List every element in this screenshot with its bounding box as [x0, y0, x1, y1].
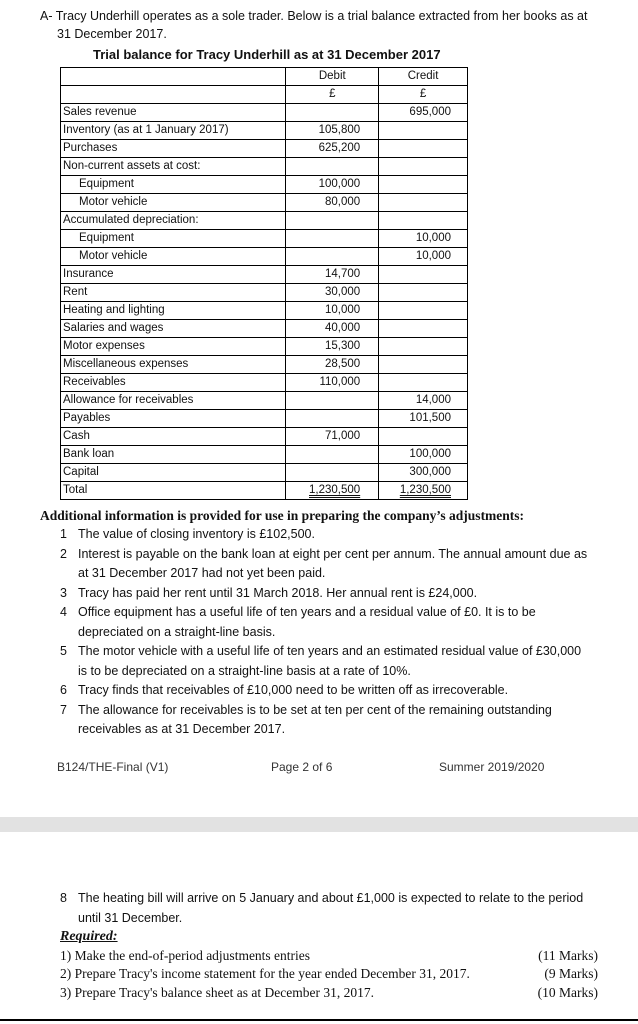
row-label: Insurance — [61, 266, 286, 284]
additional-info-heading: Additional information is provided for use in preparing the company’s adjustments: — [40, 508, 525, 523]
credit-cell — [379, 158, 468, 176]
row-label: Motor vehicle — [61, 248, 286, 266]
row-label: Miscellaneous expenses — [61, 356, 286, 374]
note-number: 3 — [60, 585, 67, 600]
intro-text — [40, 7, 620, 43]
credit-cell: 10,000 — [379, 248, 468, 266]
row-label: Purchases — [61, 140, 286, 158]
debit-cell — [286, 104, 379, 122]
row-label: Heating and lighting — [61, 302, 286, 320]
row-label: Equipment — [61, 230, 286, 248]
note-number: 5 — [60, 644, 67, 658]
task-marks: (10 Marks) — [537, 985, 598, 1000]
list-item — [57, 681, 592, 701]
note-text: The motor vehicle with a useful life of ten years and an estimated residual value of £30,000 is to be depreciated on a straight-line basis at a rate of 10%. — [78, 644, 582, 678]
row-label: Motor expenses — [61, 338, 286, 356]
debit-cell — [286, 158, 379, 176]
table-row — [61, 356, 468, 374]
table-row — [61, 284, 468, 302]
table-row — [61, 104, 468, 122]
required-heading: Required: — [60, 929, 118, 944]
note-number: 1 — [60, 527, 67, 541]
credit-unit: £ — [379, 86, 468, 104]
debit-cell — [286, 212, 379, 230]
row-label: Bank loan — [61, 446, 286, 464]
total-credit: 1,230,500 — [399, 484, 451, 496]
credit-cell: 101,500 — [379, 410, 468, 428]
table-row — [61, 158, 468, 176]
trial-balance-table — [60, 67, 468, 500]
note-text: The value of closing inventory is £102,500. — [78, 527, 315, 541]
note-text: Interest is payable on the bank loan at eight per cent per annum. The annual amount due as at 31 December 2017 had not yet been paid. — [78, 546, 588, 580]
debit-cell — [286, 464, 379, 482]
table-row — [61, 446, 468, 464]
table-row — [61, 194, 468, 212]
debit-cell — [286, 230, 379, 248]
debit-cell: 15,300 — [286, 338, 379, 356]
list-item — [57, 642, 592, 681]
credit-cell — [379, 428, 468, 446]
table-row — [61, 410, 468, 428]
note-text: The allowance for receivables is to be set at ten per cent of the remaining outstanding receivables as at 31 December 2017. — [78, 702, 552, 736]
debit-cell: 105,800 — [286, 122, 379, 140]
note-number: 4 — [60, 605, 67, 619]
credit-cell — [379, 302, 468, 320]
credit-cell — [379, 284, 468, 302]
table-row — [61, 464, 468, 482]
row-label: Non-current assets at cost: — [61, 158, 286, 176]
credit-cell — [379, 176, 468, 194]
list-item — [57, 889, 592, 928]
footer-page-number: Page 2 of 6 — [271, 760, 333, 774]
trial-balance-title: Trial balance for Tracy Underhill as at 31 December 2017 — [93, 47, 441, 62]
row-label: Allowance for receivables — [61, 392, 286, 410]
table-total-row — [61, 482, 468, 500]
list-item — [57, 603, 592, 642]
table-row — [61, 176, 468, 194]
task-marks: (11 Marks) — [538, 948, 598, 963]
credit-cell — [379, 212, 468, 230]
intro-line-1: A- Tracy Underhill operates as a sole trader. Below is a trial balance extracted from her books as at — [40, 9, 588, 23]
debit-cell: 40,000 — [286, 320, 379, 338]
row-label: Receivables — [61, 374, 286, 392]
credit-cell: 14,000 — [379, 392, 468, 410]
note-text: Tracy finds that receivables of £10,000 need to be written off as irrecoverable. — [78, 683, 509, 697]
credit-cell: 300,000 — [379, 464, 468, 482]
note-text: The heating bill will arrive on 5 January and about £1,000 is expected to relate to the period until 31 December. — [78, 891, 584, 925]
note-number: 2 — [60, 546, 67, 561]
debit-cell: 110,000 — [286, 374, 379, 392]
row-label: Equipment — [61, 176, 286, 194]
list-item — [57, 584, 592, 604]
credit-cell — [379, 140, 468, 158]
debit-header: Debit — [286, 68, 379, 86]
row-label: Cash — [61, 428, 286, 446]
list-item — [57, 545, 592, 584]
credit-cell — [379, 338, 468, 356]
bottom-divider — [0, 1019, 638, 1021]
required-task — [60, 966, 598, 982]
debit-cell — [286, 446, 379, 464]
required-task — [60, 985, 598, 1001]
debit-cell — [286, 248, 379, 266]
task-text: 1) Make the end-of-period adjustments entries — [60, 948, 311, 963]
total-debit: 1,230,500 — [309, 484, 361, 496]
debit-cell: 71,000 — [286, 428, 379, 446]
table-row — [61, 428, 468, 446]
row-label: Payables — [61, 410, 286, 428]
debit-cell: 28,500 — [286, 356, 379, 374]
debit-cell: 80,000 — [286, 194, 379, 212]
credit-cell — [379, 194, 468, 212]
credit-cell — [379, 266, 468, 284]
table-row — [61, 266, 468, 284]
debit-cell: 100,000 — [286, 176, 379, 194]
page-break-band — [0, 817, 638, 832]
credit-cell — [379, 320, 468, 338]
credit-cell — [379, 374, 468, 392]
note-number: 7 — [60, 702, 67, 717]
table-row — [61, 320, 468, 338]
credit-cell — [379, 122, 468, 140]
table-row — [61, 230, 468, 248]
intro-line-2: 31 December 2017. — [57, 27, 167, 41]
adjustment-notes-list — [57, 525, 592, 740]
task-marks: (9 Marks) — [544, 966, 598, 981]
row-label: Rent — [61, 284, 286, 302]
note-number: 6 — [60, 683, 67, 697]
row-label: Salaries and wages — [61, 320, 286, 338]
row-label: Sales revenue — [61, 104, 286, 122]
row-label: Accumulated depreciation: — [61, 212, 286, 230]
task-text: 2) Prepare Tracy's income statement for the year ended December 31, 2017. — [60, 966, 470, 981]
adjustment-notes-list-continued — [57, 889, 592, 928]
footer-course-code: B124/THE-Final (V1) — [57, 760, 169, 774]
debit-cell: 10,000 — [286, 302, 379, 320]
note-number: 8 — [60, 891, 67, 905]
list-item — [57, 525, 592, 545]
debit-cell: 625,200 — [286, 140, 379, 158]
table-row — [61, 122, 468, 140]
table-row — [61, 374, 468, 392]
table-row — [61, 338, 468, 356]
table-row — [61, 248, 468, 266]
credit-cell: 10,000 — [379, 230, 468, 248]
note-text: Tracy has paid her rent until 31 March 2018. Her annual rent is £24,000. — [78, 585, 478, 600]
table-header-row — [61, 68, 468, 86]
debit-cell: 14,700 — [286, 266, 379, 284]
table-unit-row — [61, 86, 468, 104]
row-label: Motor vehicle — [61, 194, 286, 212]
debit-cell — [286, 392, 379, 410]
credit-cell — [379, 356, 468, 374]
row-label: Total — [61, 482, 286, 500]
task-text: 3) Prepare Tracy's balance sheet as at December 31, 2017. — [60, 985, 374, 1000]
table-row — [61, 140, 468, 158]
list-item — [57, 701, 592, 740]
note-text: Office equipment has a useful life of ten years and a residual value of £0. It is to be depreciated on a straight-line basis. — [78, 605, 536, 639]
footer-term: Summer 2019/2020 — [439, 760, 545, 774]
credit-cell: 100,000 — [379, 446, 468, 464]
table-row — [61, 212, 468, 230]
row-label: Inventory (as at 1 January 2017) — [61, 122, 286, 140]
required-task — [60, 948, 598, 964]
debit-cell — [286, 410, 379, 428]
table-row — [61, 302, 468, 320]
credit-header: Credit — [379, 68, 468, 86]
debit-cell: 30,000 — [286, 284, 379, 302]
row-label: Capital — [61, 464, 286, 482]
credit-cell: 695,000 — [379, 104, 468, 122]
table-row — [61, 392, 468, 410]
debit-unit: £ — [286, 86, 379, 104]
